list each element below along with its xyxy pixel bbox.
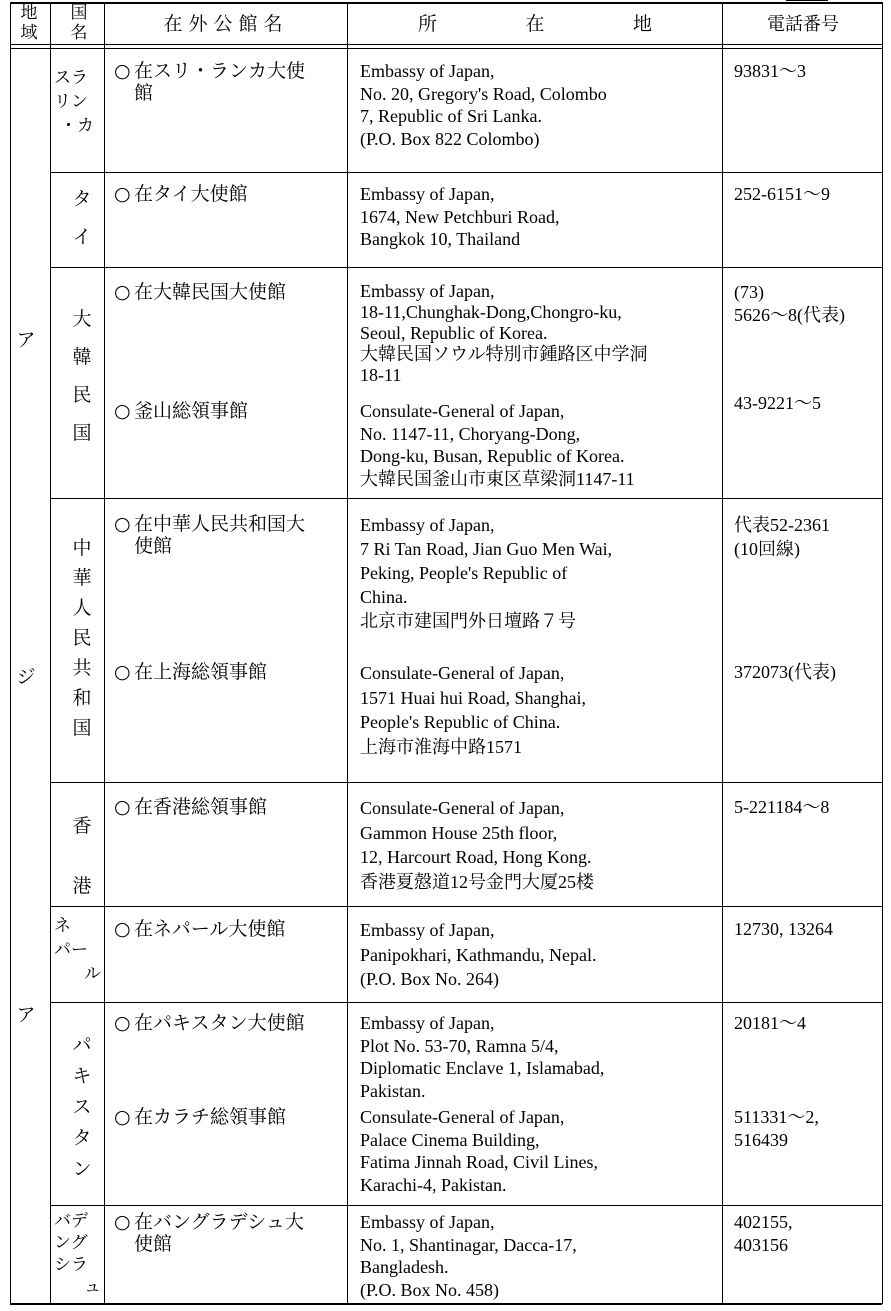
country-line: 和 [72, 687, 92, 709]
country-line: 華 [72, 567, 92, 589]
country-line: ング [54, 1233, 88, 1253]
mission-address [360, 183, 720, 251]
mission-name [114, 918, 342, 940]
mission-address [360, 1012, 720, 1102]
address-line: Bangkok 10, Thailand [360, 229, 521, 249]
mission-name [114, 400, 342, 422]
mission-address [360, 281, 720, 386]
mission-address [360, 918, 720, 992]
table-top-rule [10, 2, 882, 4]
phone-line: 5-221184～8 [734, 797, 830, 817]
address-line: Panipokhari, Kathmandu, Nepal. [360, 944, 597, 965]
mission-phone [734, 918, 884, 941]
region-char: ア [16, 329, 36, 351]
circle-mark: ○ [114, 513, 131, 535]
mission-name-line: 在中華人民共和国大 [134, 513, 306, 535]
phone-header-overline [786, 0, 828, 1]
mission-name [114, 513, 342, 557]
country-line: キ [72, 1065, 92, 1087]
country-line: ン [72, 1158, 92, 1180]
phone-line: 402155, [734, 1212, 793, 1232]
country-line: タ [72, 1127, 92, 1149]
mission-address [360, 661, 720, 759]
header-location-char: 在 [525, 13, 545, 35]
mission-name-line: 在大韓民国大使館 [134, 281, 287, 303]
country-line: イ [72, 226, 92, 248]
mission-phone [734, 513, 884, 561]
country-line: タ [72, 188, 92, 210]
address-line: Dong-ku, Busan, Republic of Korea. [360, 446, 625, 466]
circle-mark: ○ [114, 1211, 131, 1233]
country-line: パー [54, 940, 88, 960]
header-phone-label: 電話番号 [767, 13, 839, 35]
circle-mark: ○ [114, 1012, 131, 1034]
address-line: People's Republic of China. [360, 712, 561, 732]
address-line: Embassy of Japan, [360, 1212, 495, 1232]
row-rule [50, 267, 882, 268]
address-line: (P.O. Box 822 Colombo) [360, 128, 540, 149]
mission-phone [734, 796, 884, 819]
table-bottom-rule [10, 1303, 882, 1305]
mission-name-line: 在パキスタン大使館 [134, 1012, 305, 1034]
phone-line: (10回線) [734, 539, 800, 559]
header-country-char: 国 [70, 2, 88, 23]
country-line: 大 [72, 308, 92, 330]
mission-phone [734, 1211, 884, 1256]
phone-line: (73) [734, 282, 764, 302]
row-rule [50, 1002, 882, 1003]
circle-mark: ○ [114, 281, 131, 303]
country-line: スラ [54, 68, 88, 88]
mission-name-line: 在上海総領事館 [134, 661, 268, 683]
country-pakistan [68, 1030, 96, 1185]
phone-line: 12730, 13264 [734, 919, 833, 939]
col-rule-region [50, 2, 51, 1304]
mission-name-line: 在ネパール大使館 [134, 918, 286, 940]
header-region-char: 域 [20, 22, 38, 43]
address-line: 7, Republic of Sri Lanka. [360, 106, 542, 126]
country-line: パ [72, 1034, 92, 1056]
address-line: 北京市建国門外日壇路７号 [360, 611, 576, 631]
row-rule [50, 172, 882, 173]
header-region-char: 地 [20, 2, 38, 23]
country-bangladesh [54, 1210, 104, 1298]
address-line: Embassy of Japan, [360, 61, 495, 81]
mission-address [360, 400, 720, 490]
mission-name [114, 183, 342, 205]
country-china [68, 533, 96, 743]
address-line: Embassy of Japan, [360, 515, 495, 535]
country-line: 人 [72, 597, 92, 619]
address-line: (P.O. Box No. 264) [360, 969, 500, 989]
address-line: 7 Ri Tan Road, Jian Guo Men Wai, [360, 539, 613, 559]
address-line: 12, Harcourt Road, Hong Kong. [360, 847, 592, 867]
phone-line: 代表52-2361 [734, 515, 830, 535]
col-rule-left [10, 2, 11, 1304]
address-line: Bangladesh. [360, 1257, 449, 1277]
header-country-char: 名 [70, 22, 88, 43]
country-line: ュ [84, 1277, 101, 1297]
circle-mark: ○ [114, 661, 131, 683]
mission-name-line: 在カラチ総領事館 [134, 1106, 287, 1128]
phone-line: 43-9221～5 [734, 393, 821, 413]
address-line: Consulate-General of Japan, [360, 1107, 565, 1127]
mission-phone [734, 60, 884, 83]
address-line: Embassy of Japan, [360, 281, 495, 301]
country-line: ル [84, 964, 101, 984]
mission-address [360, 1211, 720, 1301]
header-location [348, 0, 722, 45]
country-korea [68, 300, 96, 452]
country-line: シラ [54, 1255, 88, 1275]
address-line: 香港夏慤道12号金門大厦25楼 [360, 871, 594, 892]
country-line: 民 [72, 384, 92, 406]
country-thailand [68, 180, 96, 256]
address-line: Embassy of Japan, [360, 1013, 495, 1033]
row-rule [50, 1205, 882, 1206]
phone-line: 5626～8(代表) [734, 304, 845, 325]
header-country [54, 0, 104, 45]
phone-line: 93831～3 [734, 61, 806, 81]
mission-name-line: 使館 [134, 1233, 173, 1255]
mission-name-line: 館 [134, 82, 154, 104]
country-hong-kong [68, 796, 96, 916]
header-rule [10, 44, 882, 49]
mission-name [114, 60, 342, 104]
phone-line: 511331～2, [734, 1107, 819, 1127]
mission-name [114, 1106, 342, 1128]
address-line: 上海市淮海中路1571 [360, 736, 522, 757]
row-rule [50, 782, 882, 783]
address-line: 1571 Huai hui Road, Shanghai, [360, 687, 586, 708]
header-phone [724, 0, 882, 45]
address-line: 大韓民国釜山市東区草梁洞1147-11 [360, 468, 635, 489]
mission-name-line: 在タイ大使館 [134, 183, 248, 205]
country-sri-lanka [54, 66, 104, 138]
address-line: Embassy of Japan, [360, 920, 495, 940]
address-line: Diplomatic Enclave 1, Islamabad, [360, 1058, 605, 1078]
mission-name [114, 661, 342, 683]
phone-line: 252-6151～9 [734, 184, 830, 204]
address-line: Fatima Jinnah Road, Civil Lines, [360, 1152, 598, 1172]
col-rule-mission [347, 2, 348, 1304]
col-rule-country [104, 2, 105, 1304]
row-rule [50, 498, 882, 499]
country-line: 国 [72, 422, 92, 444]
mission-name [114, 796, 342, 818]
region-char: ジ [16, 666, 36, 688]
address-line: Gammon House 25th floor, [360, 822, 558, 843]
country-line: 韓 [72, 346, 92, 368]
mission-name-line: 在バングラデシュ大 [134, 1211, 304, 1233]
address-line: 大韓民国ソウル特別市鍾路区中学洞 [360, 344, 648, 364]
address-line: Consulate-General of Japan, [360, 663, 565, 683]
phone-line: 20181～4 [734, 1013, 806, 1033]
mission-address [360, 513, 720, 633]
country-line: 国 [72, 717, 92, 739]
phone-line: 403156 [734, 1234, 788, 1255]
circle-mark: ○ [114, 1106, 131, 1128]
country-line: 中 [72, 537, 92, 559]
header-mission-label: 在外公館名 [163, 13, 289, 35]
mission-phone [734, 1106, 884, 1151]
mission-address [360, 60, 720, 150]
mission-phone [734, 661, 884, 684]
country-line: リン [54, 92, 88, 112]
region-char: ア [16, 1004, 36, 1026]
country-line: ネ [54, 916, 71, 936]
mission-phone [734, 392, 884, 415]
address-line: No. 20, Gregory's Road, Colombo [360, 83, 607, 104]
mission-name-line: 釜山総領事館 [134, 400, 249, 422]
address-line: China. [360, 587, 408, 607]
address-line: Seoul, Republic of Korea. [360, 323, 548, 343]
mission-name [114, 1012, 342, 1034]
address-line: 18-11,Chunghak-Dong,Chongro-ku, [360, 302, 622, 322]
address-line: 18-11 [360, 365, 402, 385]
address-line: Consulate-General of Japan, [360, 401, 565, 421]
country-line: 香 [72, 815, 92, 837]
circle-mark: ○ [114, 183, 131, 205]
country-line: 民 [72, 627, 92, 649]
mission-name [114, 1211, 342, 1255]
country-line: ス [72, 1096, 92, 1118]
header-location-char: 地 [632, 13, 652, 35]
row-rule [50, 906, 882, 907]
mission-phone [734, 183, 884, 206]
mission-address [360, 796, 720, 894]
header-mission [106, 0, 346, 45]
address-line: Karachi-4, Pakistan. [360, 1174, 507, 1195]
country-line: 港 [72, 875, 92, 897]
header-region [10, 0, 48, 45]
address-line: Peking, People's Republic of [360, 563, 568, 583]
circle-mark: ○ [114, 796, 131, 818]
country-nepal [54, 914, 104, 986]
mission-name-line: 在スリ・ランカ大使 [134, 60, 306, 82]
address-line: 1674, New Petchburi Road, [360, 206, 560, 227]
country-line: ・カ [60, 116, 94, 136]
country-line: 共 [72, 657, 92, 679]
address-line: (P.O. Box No. 458) [360, 1279, 500, 1300]
circle-mark: ○ [114, 918, 131, 940]
address-line: Consulate-General of Japan, [360, 798, 565, 818]
phone-line: 516439 [734, 1129, 788, 1150]
address-line: Embassy of Japan, [360, 184, 495, 204]
mission-name-line: 在香港総領事館 [134, 796, 268, 818]
address-line: Plot No. 53-70, Ramna 5/4, [360, 1035, 559, 1056]
address-line: Pakistan. [360, 1080, 426, 1101]
address-line: No. 1147-11, Choryang-Dong, [360, 423, 581, 444]
circle-mark: ○ [114, 60, 131, 82]
phone-line: 372073(代表) [734, 662, 836, 682]
address-line: No. 1, Shantinagar, Dacca-17, [360, 1234, 577, 1255]
circle-mark: ○ [114, 400, 131, 422]
mission-name-line: 使館 [134, 535, 173, 557]
col-rule-location [722, 2, 723, 1304]
header-location-char: 所 [418, 13, 438, 35]
mission-address [360, 1106, 720, 1196]
mission-phone [734, 1012, 884, 1035]
address-line: Palace Cinema Building, [360, 1129, 540, 1150]
mission-name [114, 281, 342, 303]
mission-phone [734, 281, 884, 326]
country-line: バデ [54, 1211, 88, 1231]
